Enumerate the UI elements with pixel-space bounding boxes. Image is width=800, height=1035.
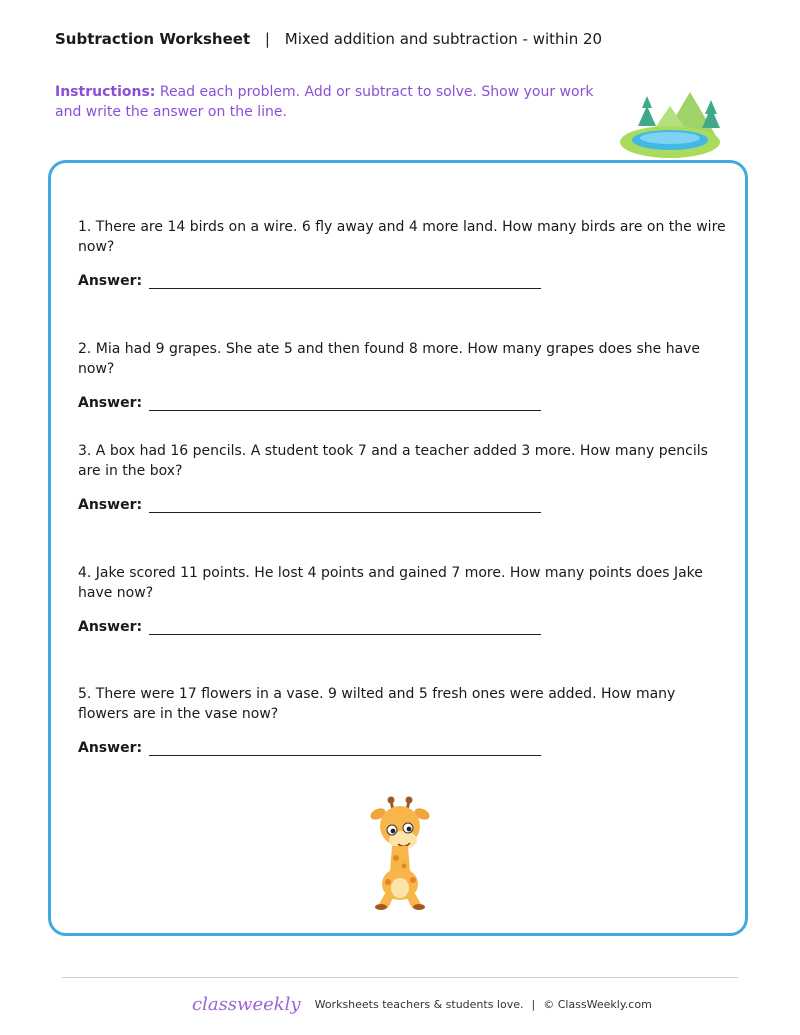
answer-row xyxy=(78,493,728,513)
giraffe-spot xyxy=(410,877,416,883)
problem-text: 2. Mia had 9 grapes. She ate 5 and then found 8 more. How many grapes does she have now? xyxy=(78,341,701,377)
answer-line[interactable] xyxy=(149,274,541,289)
answer-row xyxy=(78,269,728,289)
answer-line[interactable] xyxy=(149,396,541,411)
answer-label: Answer: xyxy=(78,497,143,513)
answer-line[interactable] xyxy=(149,620,541,635)
problem-3 xyxy=(78,441,728,513)
giraffe-hoof-right xyxy=(413,904,425,910)
instructions xyxy=(55,82,615,122)
worksheet-title: Subtraction Worksheet xyxy=(55,30,251,48)
giraffe-spot xyxy=(402,864,407,869)
problem-text: 4. Jake scored 11 points. He lost 4 points and gained 7 more. How many points does Jake have now? xyxy=(78,565,703,601)
instructions-label: Instructions: xyxy=(55,84,156,100)
answer-label: Answer: xyxy=(78,619,143,635)
answer-label: Answer: xyxy=(78,740,143,756)
giraffe-pupil-left xyxy=(391,829,396,834)
pine-tree-right xyxy=(702,100,720,128)
instructions-text: Read each problem. Add or subtract to solve. Show your work and write the answer on the line. xyxy=(55,84,594,120)
lake-highlight xyxy=(640,132,700,144)
answer-label: Answer: xyxy=(78,273,143,289)
problem-2 xyxy=(78,339,728,411)
problem-1 xyxy=(78,217,728,289)
header-separator: | xyxy=(264,30,270,48)
giraffe-horn-tip-left xyxy=(388,797,395,804)
footer xyxy=(192,994,652,1015)
giraffe-spot xyxy=(393,855,399,861)
footer-tagline: Worksheets teachers & students love. xyxy=(314,998,524,1011)
problem-text: 3. A box had 16 pencils. A student took 7 and a teacher added 3 more. How many pencils are in the box? xyxy=(78,443,708,479)
footer-divider xyxy=(62,977,738,978)
giraffe-hoof-left xyxy=(375,904,387,910)
answer-row xyxy=(78,615,728,635)
giraffe-spot xyxy=(385,879,391,885)
answer-line[interactable] xyxy=(149,741,541,756)
lake-mountain-illustration xyxy=(620,88,724,160)
answer-row xyxy=(78,736,728,756)
pine-tree-left xyxy=(638,96,656,126)
giraffe-horn-tip-right xyxy=(406,797,413,804)
problem-text: 5. There were 17 flowers in a vase. 9 wilted and 5 fresh ones were added. How many flowers are in the vase now? xyxy=(78,686,676,722)
giraffe-belly xyxy=(391,878,409,898)
problem-5 xyxy=(78,684,728,756)
giraffe-illustration xyxy=(366,796,436,912)
giraffe-pupil-right xyxy=(407,827,412,832)
problem-4 xyxy=(78,563,728,635)
brand-logo: classweekly xyxy=(192,994,301,1015)
footer-copyright: © ClassWeekly.com xyxy=(543,998,652,1011)
worksheet-subtitle: Mixed addition and subtraction - within 20 xyxy=(284,30,603,48)
worksheet-header xyxy=(55,30,602,48)
problem-text: 1. There are 14 birds on a wire. 6 fly away and 4 more land. How many birds are on the wire now? xyxy=(78,219,726,255)
footer-separator: | xyxy=(531,998,536,1011)
answer-label: Answer: xyxy=(78,395,143,411)
answer-row xyxy=(78,391,728,411)
answer-line[interactable] xyxy=(149,498,541,513)
